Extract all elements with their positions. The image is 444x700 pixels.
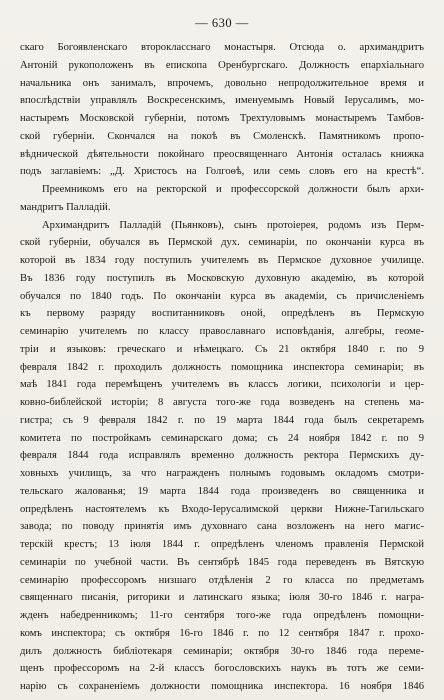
text-line: ковно-библейской исторіи; 8 августа того-же года возведенъ на степень ма-	[20, 397, 424, 408]
text-line: семинарію профессоромъ низшаго отдѣленія 2 го класса по предметамъ	[20, 574, 424, 586]
text-line: впослѣдствіи управлялъ Воскресенскимъ, именуемымъ Новый Іерусалимъ, мо-	[20, 95, 424, 107]
text-line: комитета по постройкамъ семинарскаго дома; съ 24 ноября 1842 г. по 9	[20, 432, 424, 444]
text-line: священнаго писанія, риторики и латинскаго языка; іюля 30-го 1846 г. награ-	[20, 592, 424, 604]
text-line: опредѣленъ настоятелемъ къ Входо-Іерусалимской церкви Нижне-Тагильскаго	[20, 503, 424, 515]
text-line: обучался по 1840 годъ. По окончаніи курса въ академіи, съ причисленіемъ	[20, 290, 424, 302]
page-number: — 630 —	[195, 16, 249, 30]
text-line: семинарію учителемъ по классу православнаго исповѣданія, алгебры, геоме-	[20, 326, 424, 337]
text-line: комъ инспектора; съ октября 16-го 1846 г. по 12 сентября 1847 г. прохо-	[20, 627, 424, 639]
text-line: тельскаго жалованья; 19 марта 1844 года произведенъ во священника и	[20, 485, 424, 497]
text-line: начальника онъ занималъ, впрочемъ, довольно непродолжительное время и	[20, 77, 424, 89]
text-line: настыремъ Московской губерніи, потомъ Трехтуловымъ монастыремъ Тамбов-	[20, 113, 424, 124]
text-line: февраля 1844 года исправлялъ временно должность ректора Пермскихъ ду-	[20, 450, 424, 462]
text-line: щенъ профессоромъ на 2-й классъ богословскихъ наукъ въ тотъ же семи-	[20, 663, 424, 675]
text-line: къ первому разряду воспитанниковъ оной, опредѣленъ въ Пермскую	[20, 308, 424, 320]
text-line: тріи и языковъ: греческаго и нѣмецкаго. Съ 21 октября 1840 г. по 9	[20, 343, 424, 355]
body-text	[20, 39, 424, 696]
text-line: гистра; съ 9 февраля 1842 г. по 19 марта 1844 года былъ секретаремъ	[20, 414, 424, 426]
text-line: ховныхъ училищъ, за что награжденъ полнымъ годовымъ окладомъ смотри-	[20, 468, 424, 479]
text-line: терскій крестъ; 13 іюля 1844 г. опредѣленъ членомъ правленія Пермской	[20, 539, 424, 550]
text-line: февраля 1842 г. проходилъ должность помощника инспектора семинаріи; въ	[20, 361, 424, 373]
text-line: вѣднической дѣятельности покойнаго преосвященнаго Антонія осталась книжка	[20, 148, 424, 160]
text-line: подъ заглавіемъ: „Д. Христосъ на Голгоѳѣ, или семь словъ его на крестѣ“.	[20, 166, 424, 178]
text-line: нарію съ сохраненіемъ должности помощника инспектора. 16 ноября 1846	[20, 681, 424, 692]
text-line: дилъ должность библіотекаря семинаріи; октября 30-го 1846 года переме-	[20, 645, 424, 657]
text-line: жденъ набедренникомъ; 11-го сентября того-же года опредѣленъ помощни-	[20, 610, 424, 621]
text-line: мандритъ Палладій.	[20, 201, 111, 213]
text-line: семинаріи по учебной части. Въ сентябрѣ 1845 года переведенъ въ Вятскую	[20, 556, 424, 568]
text-line: завода; по поводу принятія имъ духовнаго сана возложенъ на него магис-	[20, 521, 424, 533]
text-line: Преемникомъ его на ректорской и профессорской должности былъ архи-	[42, 184, 424, 195]
text-line: которой въ 1834 году поступилъ учителемъ въ Пермское духовное училище.	[20, 255, 424, 266]
text-line: ской губерніи. Скончался на покоѣ въ Смоленскѣ. Памятникомъ пропо-	[20, 130, 424, 142]
text-line: Архимандритъ Палладій (Пьянковъ), сынъ протоіерея, родомъ изъ Перм-	[42, 219, 424, 231]
text-line: маѣ 1841 года перемѣщенъ учителемъ въ классъ логики, психологіи и цер-	[20, 379, 424, 391]
text-line: Антоній рукоположенъ въ епископа Оренбургскаго. Должность епархіальнаго	[20, 59, 424, 71]
text-line: Въ 1836 году поступилъ въ Московскую духовную академію, въ которой	[20, 272, 424, 284]
text-line: ской губерніи, обучался въ Пермской дух. семинаріи, по окончаніи курса въ	[20, 237, 424, 249]
text-line: скаго Богоявленскаго второкласснаго монастыря. Отсюда о. архимандритъ	[20, 42, 424, 53]
